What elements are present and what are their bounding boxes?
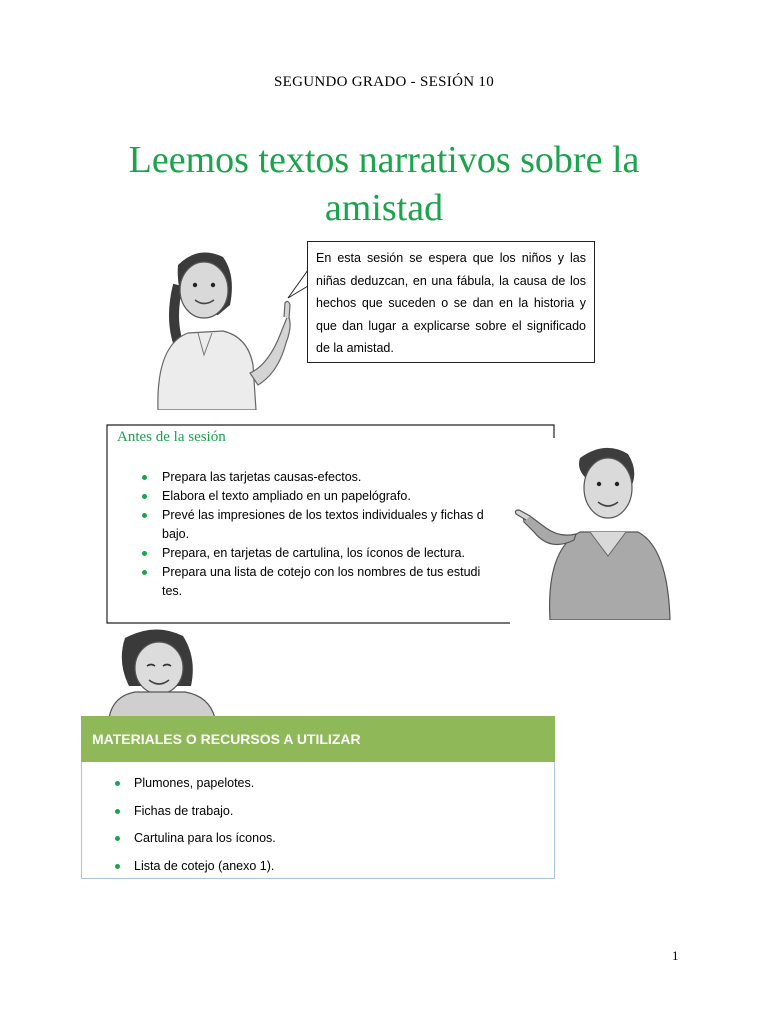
list-item: Prepara, en tarjetas de cartulina, los íconos de lectura. <box>106 544 526 563</box>
bullet-icon <box>115 781 120 786</box>
girl-teacher-illustration <box>138 245 298 410</box>
materiales-heading: MATERIALES O RECURSOS A UTILIZAR <box>92 731 361 747</box>
list-item: Cartulina para los íconos. <box>82 825 276 853</box>
materiales-box <box>81 762 555 879</box>
list-item: Elabora el texto ampliado en un papelógrafo. <box>106 487 526 506</box>
antes-list <box>106 468 526 601</box>
list-item: Prepara las tarjetas causas-efectos. <box>106 468 526 487</box>
list-item: Fichas de trabajo. <box>82 798 276 826</box>
antes-title: Antes de la sesión <box>117 429 226 445</box>
bullet-icon <box>142 475 147 480</box>
page-number: 1 <box>672 948 679 963</box>
list-item: Plumones, papelotes. <box>82 770 276 798</box>
antes-de-la-sesion-box <box>106 424 556 624</box>
materiales-header <box>81 716 555 762</box>
bullet-icon <box>142 494 147 499</box>
page-title: Leemos textos narrativos sobre la amistad <box>128 139 640 229</box>
list-item: Lista de cotejo (anexo 1). <box>82 853 276 881</box>
bullet-icon <box>142 551 147 556</box>
speech-bubble <box>307 241 595 363</box>
child-illustration <box>105 628 220 718</box>
bullet-icon <box>142 570 147 575</box>
list-item: Prepara una lista de cotejo con los nombres de tus estudi tes. <box>106 563 526 601</box>
male-teacher-illustration <box>510 440 675 620</box>
bullet-icon <box>115 864 120 869</box>
bullet-icon <box>115 809 120 814</box>
list-item: Prevé las impresiones de los textos individuales y fichas d bajo. <box>106 506 526 544</box>
speech-bubble-tail <box>287 268 309 300</box>
speech-bubble-text: En esta sesión se espera que los niños y las niñas deduzcan, en una fábula, la causa de los hechos que suceden o se dan en la historia y que dan lugar a explicarse sobre el significado de la amistad. <box>316 251 586 355</box>
materiales-list <box>82 770 276 880</box>
grade-session-header: SEGUNDO GRADO - SESIÓN 10 <box>273 74 494 90</box>
bullet-icon <box>115 836 120 841</box>
bullet-icon <box>142 513 147 518</box>
